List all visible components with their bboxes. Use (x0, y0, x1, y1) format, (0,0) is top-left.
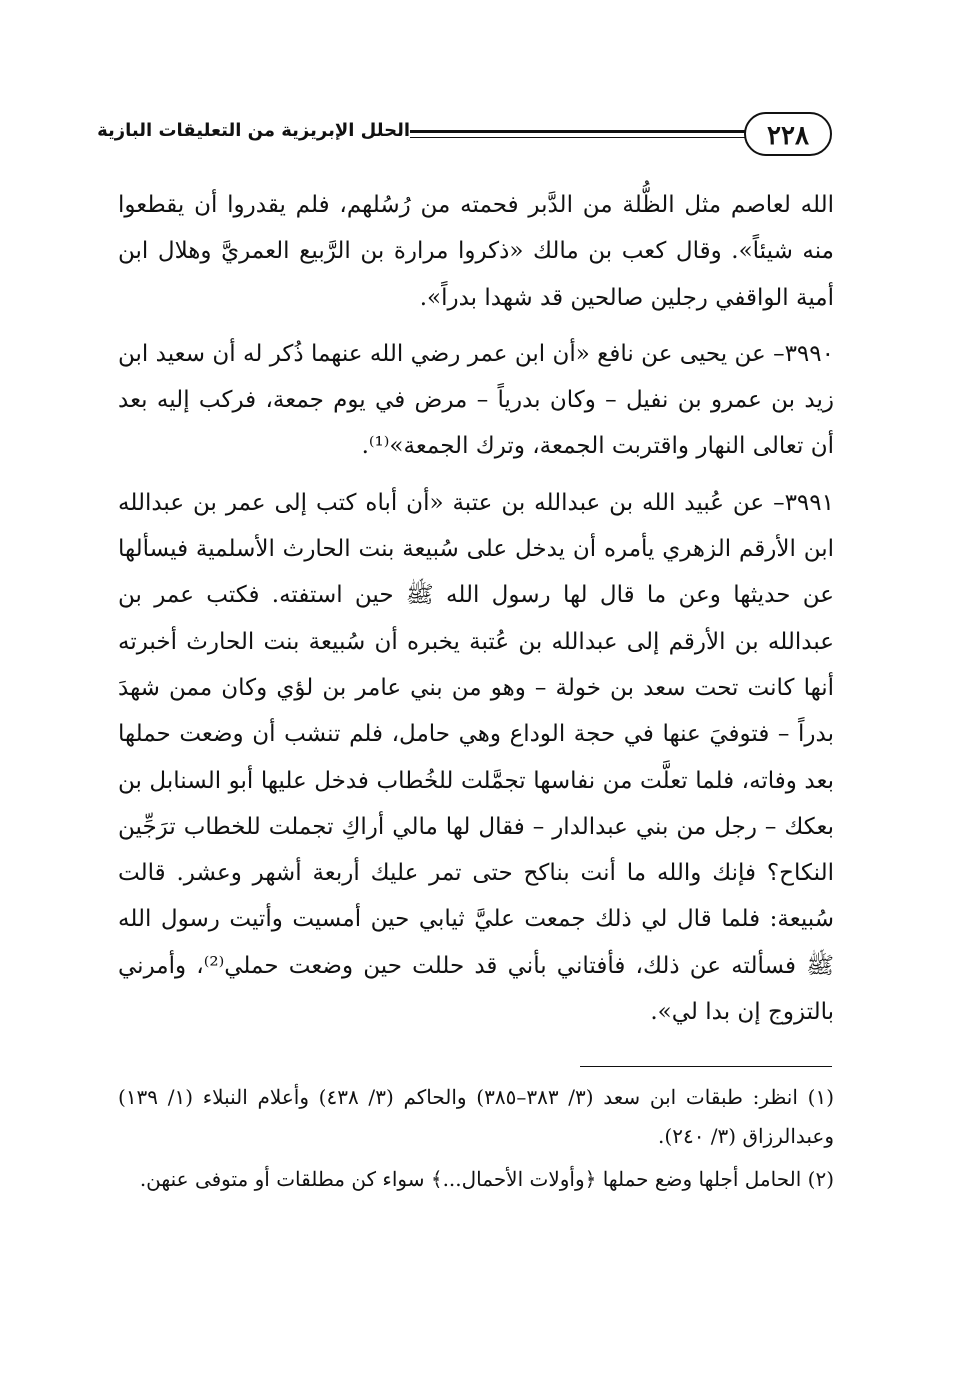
running-title: الحلل الإبريزية من التعليقات البازية (97, 120, 410, 141)
page-number: ٢٢٨ (744, 112, 832, 156)
paragraph-continuation: الله لعاصم مثل الظُّلة من الدَّبر فحمته من رُسُلهم، فلم يقدروا أن يقطعوا منه شيئاً». وقال كعب بن مالك «ذكروا مرارة بن الرَّبيع العمريَّ وهلال ابن أمية الواقفي رجلين صالحين قد شهدا بدراً». (118, 192, 834, 311)
header-rule (410, 130, 746, 138)
footnotes (118, 1078, 834, 1203)
hadith-3991: ٣٩٩١– عن عُبيد الله بن عبدالله بن عتبة «أن أباه كتب إلى عمر بن عبدالله ابن الأرقم الزهري يأمره أن يدخل على سُبيعة بنت الحارث الأسلمية فيسألها عن حديثها وعن ما قال لها رسول الله ﷺ حين استفته. فكتب عمر بن عبدالله بن الأرقم إلى عبدالله بن عُتبة يخبره أن سُبيعة بنت الحارث أخبرته أنها كانت تحت سعد بن خولة – وهو من بني عامر بن لؤي وكان ممن شهدَ بدراً – فتوفيَ عنها في حجة الوداع وهي حامل، فلم تنشب أن وضعت حملها بعد وفاته، فلما تعلَّت من نفاسها تجمَّلت للخُطاب فدخل عليها أبو السنابل بن بعكك – رجل من بني عبدالدار – فقال لها مالي أراكِ تجملت للخطاب ترَجِّين النكاح؟ فإنك والله ما أنت بناكح حتى تمر عليك أربعة أشهر وعشر. قالت سُبيعة: فلما قال لي ذلك جمعت عليَّ ثيابي حين أمسيت وأتيت رسول الله ﷺ فسألته عن ذلك، فأفتاني بأني قد حللت حين وضعت حملي⁽²⁾، وأمرني بالتزوج إن بدا لي». (118, 489, 834, 1026)
footnote-separator (580, 1066, 832, 1067)
page-header (97, 112, 832, 160)
hadith-3990: ٣٩٩٠– عن يحيى عن نافع «أن ابن عمر رضي الله عنهما ذُكر له أن سعيد ابن زيد بن عمرو بن نفيل – وكان بدرياً – مرض في يوم جمعة، فركب إليه بعد أن تعالى النهار واقتربت الجمعة، وترك الجمعة»⁽¹⁾. (118, 340, 834, 460)
footnote-1: (١) انظر: طبقات ابن سعد (٣/ ٣٨٣–٣٨٥) والحاكم (٣/ ٤٣٨) وأعلام النبلاء (١/ ١٣٩) وعبدالرزاق (٣/ ٢٤٠). (118, 1085, 834, 1148)
main-text (118, 182, 834, 1045)
footnote-2: (٢) الحامل أجلها وضع حملها ﴿وأولات الأحمال...﴾ سواء كن مطلقات أو متوفى عنهن. (139, 1167, 834, 1191)
